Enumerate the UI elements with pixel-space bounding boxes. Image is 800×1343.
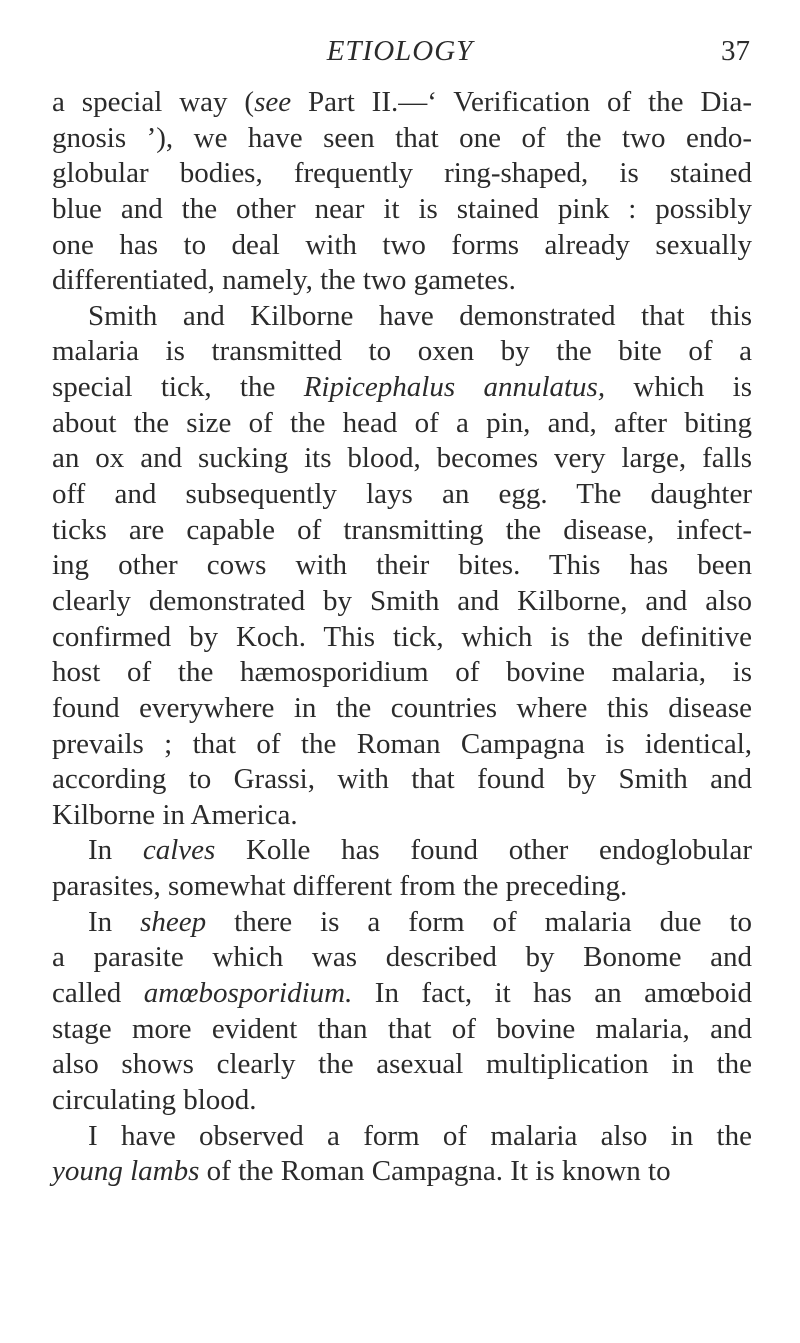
- italic-text: Ripicephalus annulatus,: [303, 371, 606, 404]
- italic-text: calves: [142, 834, 216, 867]
- text-line: [52, 691, 752, 727]
- text-segment: In fact, it has an amœboid: [352, 977, 753, 1010]
- text-segment: host of the hæmosporidium of bovine malaria, is: [52, 656, 752, 689]
- text-line: [52, 940, 752, 976]
- text-segment: blue and the other near it is stained pink : possibly: [52, 192, 752, 225]
- text-line: [52, 1012, 752, 1048]
- text-line: [52, 121, 752, 157]
- text-segment: which is: [605, 371, 752, 404]
- text-segment: of the Roman Campagna. It is known to: [199, 1155, 671, 1188]
- text-line: [52, 655, 752, 691]
- text-segment: differentiated, namely, the two gametes.: [52, 264, 516, 297]
- text-line: [52, 370, 752, 406]
- text-segment: off and subsequently lays an egg. The daughter: [52, 478, 752, 511]
- text-line: [52, 833, 752, 869]
- text-line: [52, 156, 752, 192]
- text-line: [52, 192, 752, 228]
- text-segment: In: [88, 834, 143, 867]
- italic-text: young lambs: [52, 1155, 200, 1188]
- text-segment: malaria is transmitted to oxen by the bite of a: [52, 335, 752, 368]
- body-text: [52, 85, 752, 1190]
- text-segment: according to Grassi, with that found by Smith and: [52, 763, 752, 796]
- text-segment: Part II.—‘ Verification of the Dia-: [291, 86, 752, 118]
- text-segment: Kilborne in America.: [52, 798, 298, 831]
- text-line: [52, 263, 752, 299]
- text-line: [52, 334, 752, 370]
- italic-text: amœbosporidium.: [143, 977, 353, 1010]
- text-line: [52, 762, 752, 798]
- running-head: [0, 34, 800, 68]
- text-segment: about the size of the head of a pin, and, after biting: [52, 406, 752, 439]
- text-segment: there is a form of malaria due to: [206, 905, 752, 938]
- text-line: [52, 85, 752, 121]
- text-line: [52, 798, 752, 834]
- text-segment: I have observed a form of malaria also in the: [88, 1119, 752, 1152]
- text-line: [52, 584, 752, 620]
- text-segment: ing other cows with their bites. This has been: [52, 549, 752, 582]
- text-segment: called: [52, 977, 144, 1010]
- text-line: [52, 441, 752, 477]
- text-segment: In: [88, 905, 141, 938]
- text-line: [52, 1119, 752, 1155]
- text-line: [52, 228, 752, 264]
- text-segment: found everywhere in the countries where this disease: [52, 691, 752, 724]
- text-line: [52, 1083, 752, 1119]
- text-segment: stage more evident than that of bovine malaria, and: [52, 1012, 752, 1045]
- text-line: [52, 620, 752, 656]
- text-line: [52, 727, 752, 763]
- text-segment: one has to deal with two forms already sexually: [52, 228, 752, 261]
- italic-text: see: [254, 86, 292, 118]
- text-line: [52, 477, 752, 513]
- text-segment: prevails ; that of the Roman Campagna is identical,: [52, 727, 752, 760]
- text-segment: Smith and Kilborne have demonstrated that this: [88, 299, 752, 332]
- text-segment: parasites, somewhat different from the preceding.: [52, 870, 628, 903]
- text-segment: globular bodies, frequently ring-shaped, is stained: [52, 157, 752, 190]
- text-segment: circulating blood.: [52, 1083, 257, 1116]
- text-segment: Kolle has found other endoglobular: [215, 834, 752, 867]
- text-segment: ticks are capable of transmitting the disease, infect-: [52, 513, 752, 546]
- text-line: [52, 869, 752, 905]
- text-line: [52, 548, 752, 584]
- text-line: [52, 1154, 752, 1190]
- italic-text: sheep: [140, 905, 207, 938]
- text-line: [52, 513, 752, 549]
- text-segment: gnosis ’), we have seen that one of the two endo-: [52, 121, 752, 154]
- text-segment: clearly demonstrated by Smith and Kilborne, and also: [52, 584, 752, 617]
- chapter-title: ETIOLOGY: [326, 35, 474, 67]
- text-line: [52, 1047, 752, 1083]
- text-segment: also shows clearly the asexual multiplication in the: [52, 1048, 752, 1081]
- text-line: [52, 299, 752, 335]
- text-segment: confirmed by Koch. This tick, which is the definitive: [52, 620, 752, 653]
- text-line: [52, 976, 752, 1012]
- text-segment: a special way (: [52, 86, 255, 118]
- text-line: [52, 406, 752, 442]
- page-number: 37: [721, 35, 750, 67]
- text-segment: an ox and sucking its blood, becomes very large, falls: [52, 442, 752, 475]
- text-line: [52, 905, 752, 941]
- text-segment: a parasite which was described by Bonome and: [52, 941, 752, 974]
- text-segment: special tick, the: [52, 371, 304, 404]
